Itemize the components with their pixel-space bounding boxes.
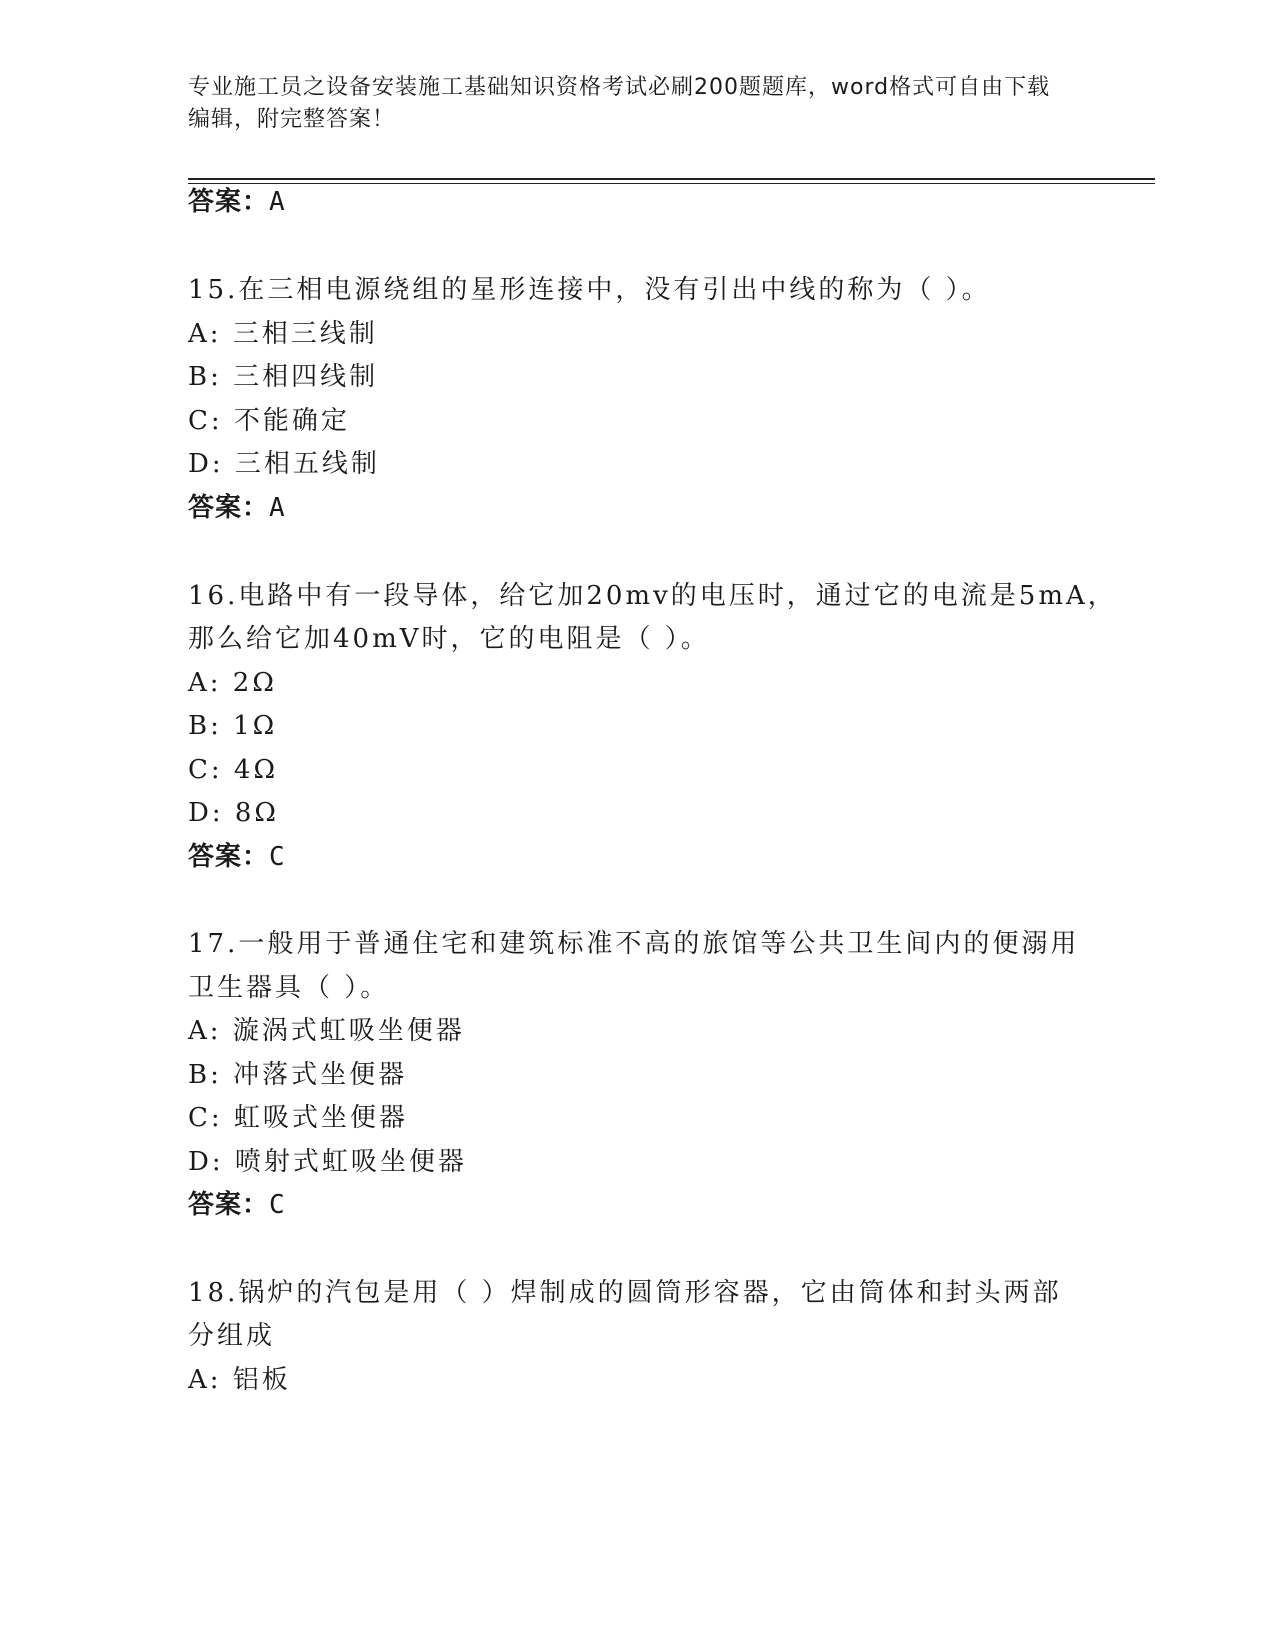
question-16-answer — [188, 841, 286, 873]
question-17-option-b: B: 冲落式坐便器 — [188, 1060, 408, 1090]
document-header: 专业施工员之设备安装施工基础知识资格考试必刷200题题库，word格式可自由下载编辑，附完整答案！ — [188, 75, 1051, 132]
question-17-text-line-2: 卫生器具（ ）。 — [188, 973, 390, 1003]
question-15-answer — [188, 492, 286, 524]
question-18-text-line-2: 分组成 — [188, 1321, 276, 1351]
question-17-text-line-1: 17.一般用于普通住宅和建筑标准不高的旅馆等公共卫生间内的便溺用 — [188, 929, 1080, 959]
answer-value: A — [269, 493, 286, 523]
question-17-option-d: D: 喷射式虹吸坐便器 — [188, 1147, 467, 1177]
question-16-text-line-1: 16.电路中有一段导体，给它加20mv的电压时，通过它的电流是5mA， — [188, 581, 1117, 611]
answer-value: C — [269, 1190, 286, 1220]
question-15-option-b: B: 三相四线制 — [188, 362, 379, 392]
question-16-option-d: D: 8Ω — [188, 798, 279, 828]
question-16-option-b: B: 1Ω — [188, 711, 278, 741]
header-rule-thin — [188, 183, 1155, 184]
question-16-text-line-2: 那么给它加40mV时，它的电阻是（ ）。 — [188, 624, 710, 654]
question-17-answer — [188, 1189, 286, 1221]
question-15-option-a: A: 三相三线制 — [188, 319, 378, 349]
question-18-text-line-1: 18.锅炉的汽包是用（ ）焊制成的圆筒形容器，它由筒体和封头两部 — [188, 1278, 1062, 1308]
question-15-option-d: D: 三相五线制 — [188, 449, 380, 479]
question-17-option-a: A: 漩涡式虹吸坐便器 — [188, 1016, 465, 1046]
answer-line — [188, 186, 286, 218]
answer-label: 答案： — [188, 493, 270, 523]
answer-value: C — [269, 842, 286, 872]
answer-value: A — [269, 187, 286, 217]
question-17-option-c: C: 虹吸式坐便器 — [188, 1103, 408, 1133]
question-18-option-a: A: 铝板 — [188, 1365, 291, 1395]
answer-label: 答案： — [188, 842, 270, 872]
question-16-option-a: A: 2Ω — [188, 668, 277, 698]
question-15-option-c: C: 不能确定 — [188, 406, 350, 436]
question-16-option-c: C: 4Ω — [188, 755, 279, 785]
answer-label: 答案： — [188, 187, 270, 217]
header-rule-thick — [188, 178, 1155, 180]
question-15-text: 15.在三相电源绕组的星形连接中，没有引出中线的称为（ ）。 — [188, 275, 991, 305]
answer-label: 答案： — [188, 1190, 270, 1220]
